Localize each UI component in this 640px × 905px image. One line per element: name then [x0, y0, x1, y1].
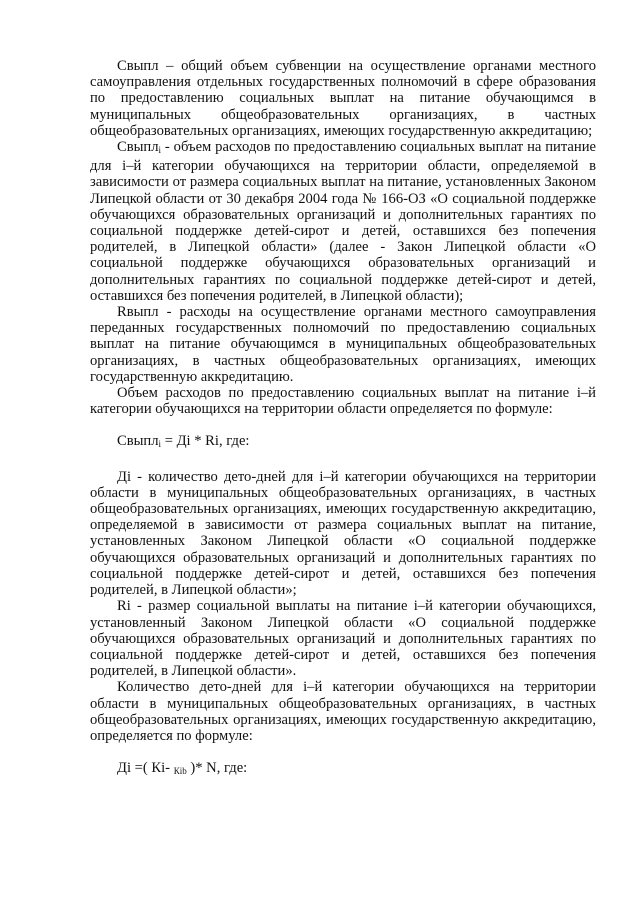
document-body: [90, 58, 596, 779]
formula-svypl-lead: Свыпл: [117, 433, 159, 450]
paragraph-di-definition: Дi - количество дето-дней для i–й категории обучающихся на территории области в муниципальных общеобразовательных организациях, в частных общеобразовательных организациях, имеющих государственную аккредитацию, определяемой в зависимости от размера социальных выплат на питание, установленных Законом Липецкой области «О социальной поддержке обучающихся образовательных организаций и дополнительных гарантиях по социальной поддержке детей-сирот и детей, оставшихся без попечения родителей, в Липецкой области»;: [90, 468, 596, 599]
paragraph-ri-definition: Ri - размер социальной выплаты на питание i–й категории обучающихся, установленный Законом Липецкой области «О социальной поддержке обучающихся образовательных организаций и дополнительных гарантиях по социальной поддержке детей-сирот и детей, оставшихся без попечения родителей, в Липецкой области».: [90, 598, 596, 680]
formula-di: [90, 760, 596, 779]
formula-di-rest: )* N, где:: [186, 760, 248, 777]
svypl-i-text: - объем расходов по предоставлению социальных выплат на питание для i–й категории обучающихся на территории области, определяемой в зависимости от размера социальных выплат на питание, установленных Законом Липецкой области от 30 декабря 2004 года № 166-ОЗ «О социальной поддержке обучающихся образовательных организаций и дополнительных гарантиях по социальной поддержке детей-сирот и детей, оставшихся без попечения родителей, в Липецкой области» (далее - Закон Липецкой области «О социальной поддержке обучающихся образовательных организаций и дополнительных гарантиях по социальной поддержке детей-сирот и детей, оставшихся без попечения родителей, в Липецкой области);: [90, 139, 596, 304]
paragraph-svypl-i-definition: [90, 139, 596, 304]
formula-svypl-subscript: i: [158, 439, 162, 450]
paragraph-count-formula-intro: Количество дето-дней для i–й категории обучающихся на территории области в муниципальных общеобразовательных организациях, в частных общеобразовательных организациях, имеющих государственную аккредитацию, определяется по формуле:: [90, 679, 596, 744]
paragraph-rvypl-definition: Rвыпл - расходы на осуществление органами местного самоуправления переданных государственных полномочий по предоставлению социальных выплат на питание обучающимся в муниципальных общеобразовательных организациях, в частных общеобразовательных организациях, имеющих государственную аккредитацию.: [90, 304, 596, 385]
svypl-i-subscript: i: [158, 145, 162, 156]
formula-svypl-rest: = Дi * Ri, где:: [161, 433, 250, 450]
formula-svypl: [90, 433, 596, 452]
formula-di-lead: Дi =( Кi-: [117, 760, 174, 777]
paragraph-volume-formula-intro: Объем расходов по предоставлению социальных выплат на питание i–й категории обучающихся на территории области определяется по формуле:: [90, 385, 596, 418]
formula-di-subscript: Кib: [173, 766, 187, 777]
svypl-i-symbol: Свыпл: [117, 139, 159, 156]
paragraph-svypl-definition: Свыпл – общий объем субвенции на осуществление органами местного самоуправления отдельных государственных полномочий в сфере образования по предоставлению социальных выплат на питание обучающимся в муниципальных общеобразовательных организациях, в частных общеобразовательных организациях, имеющих государственную аккредитацию;: [90, 58, 596, 139]
